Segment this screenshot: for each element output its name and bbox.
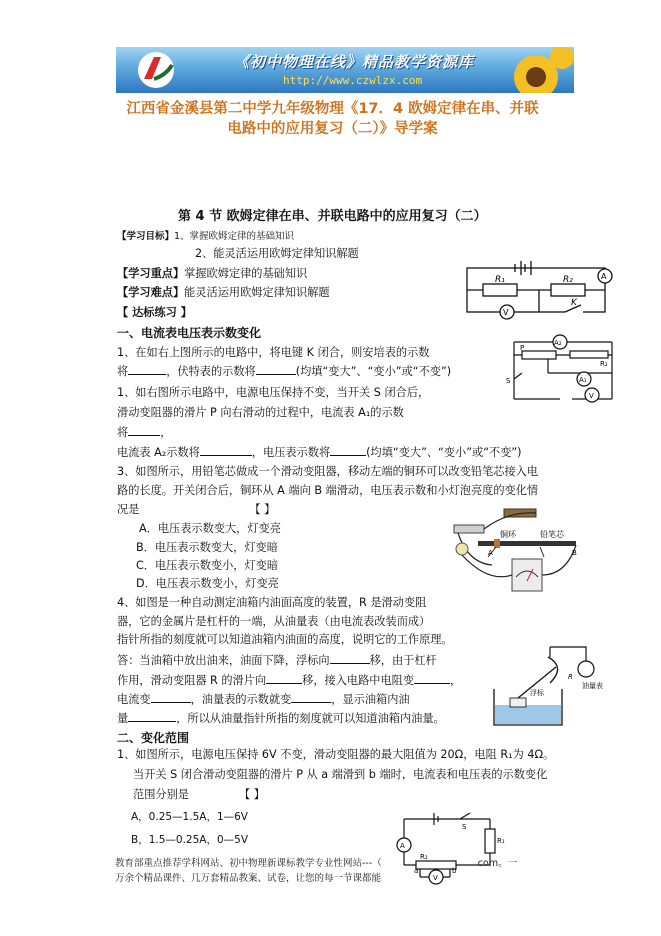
p2-q1-line-c xyxy=(133,787,265,803)
p2-option-a[interactable]: A，0.25—1.5A，1—6V xyxy=(131,811,248,823)
label-core: 铅笔芯 xyxy=(540,530,564,539)
footer-line-1 xyxy=(115,855,517,869)
switch-s xyxy=(514,373,522,379)
q3-line-c xyxy=(117,502,275,518)
q4-e1: 作用，滑动变阻器 R 的滑片向 xyxy=(117,674,267,687)
q1-b1: 将 xyxy=(117,365,129,378)
q3-c: 况是 xyxy=(117,503,140,516)
float xyxy=(510,698,526,707)
label-v: V xyxy=(503,308,509,317)
q3-option-d[interactable]: D．电压表示数变小，灯变亮 xyxy=(136,577,279,590)
answer-blank[interactable] xyxy=(266,672,302,684)
goal-2: 2、能灵活运用欧姆定律知识解题 xyxy=(195,247,359,260)
p2-q1-c: 范围分别是 xyxy=(133,788,189,801)
q2-d1: 电流表 A₂示数将 xyxy=(117,446,200,459)
resistor-r2 xyxy=(551,284,585,296)
focus-label: 【学习重点】 xyxy=(117,267,185,280)
resistor-r1 xyxy=(483,284,517,296)
q2-line-d xyxy=(117,444,522,461)
banner-title: 《初中物理在线》精品教学资源库 xyxy=(234,53,475,71)
answer-blank[interactable] xyxy=(128,710,176,722)
q4-d2: 移，由于杠杆 xyxy=(369,654,437,667)
label-a2: A₂ xyxy=(554,339,562,347)
q2-d2: ，电压表示数将 xyxy=(251,446,331,459)
focus-row xyxy=(117,266,307,282)
label-a: A xyxy=(488,549,493,557)
label-v: V xyxy=(433,874,438,882)
doc-title-line1: 江西省金溪县第二中学九年级物理《17．4 欧姆定律在串、并联 xyxy=(126,101,539,117)
q3-line-a: 3、如图所示，用铅笔芯做成一个滑动变阻器，移动左端的铜环可以改变铅笔芯接入电 xyxy=(117,465,539,478)
goal-label: 【学习目标】 xyxy=(117,231,175,242)
label-b: B xyxy=(572,549,577,557)
practice-label: 【 达标练习 】 xyxy=(117,306,192,319)
battery xyxy=(454,525,484,533)
answer-blank[interactable] xyxy=(128,363,166,375)
q4-line-c: 指针所指的刻度就可以知道油箱内油面的高度，说明它的工作原理。 xyxy=(117,633,453,646)
resistor-r2 xyxy=(570,351,608,358)
sunflower-center xyxy=(526,67,546,87)
label-pb: b xyxy=(452,867,457,875)
q2-d3: (均填“变大”、“变小”或“不变”) xyxy=(366,446,522,459)
answer-blank[interactable] xyxy=(128,424,160,436)
q1-b3: (均填“变大”、“变小”或“不变”) xyxy=(295,365,452,378)
q1-b2: ，伏特表的示数将 xyxy=(166,365,256,378)
label-a: A xyxy=(601,272,607,281)
q3-line-b: 路的长度。开关闭合后，铜环从 A 端向 B 端滑动，电压表示数和小灯泡亮度的变化情 xyxy=(117,484,539,497)
bulb xyxy=(456,543,468,555)
label-v: V xyxy=(589,392,594,400)
label-r2: R₂ xyxy=(600,360,608,368)
label-float: 浮标 xyxy=(530,689,544,697)
label-a: A xyxy=(400,842,405,850)
section-title: 第 4 节 欧姆定律在串、并联电路中的应用复习（二） xyxy=(178,209,487,224)
q4-d1: 答：当油箱中放出油来，油面下降，浮标向 xyxy=(117,654,330,667)
label-r2: R₂ xyxy=(563,275,573,285)
rheostat xyxy=(522,351,556,359)
goal-row-1 xyxy=(117,229,294,245)
answer-blank[interactable] xyxy=(330,444,366,456)
focus-text: 掌握欧姆定律的基础知识 xyxy=(184,267,308,280)
switch-s xyxy=(460,813,470,819)
pencil-lead xyxy=(478,541,576,546)
footer-line-2: 万余个精品课件、几万套精品教案、试卷，让您的每一节课都能 xyxy=(115,873,382,884)
label-p: P xyxy=(520,344,525,352)
banner-url[interactable]: http://www.czwlzx.com xyxy=(283,74,423,87)
q1-line-a: 1、在如右上图所示的电路中，将电键 K 闭合，则安培表的示数 xyxy=(117,346,430,359)
label-r1: R₁ xyxy=(495,275,505,285)
q3-option-a[interactable]: A．电压表示数变大，灯变亮 xyxy=(139,522,281,535)
q4-line-g xyxy=(117,710,445,727)
oil-level xyxy=(495,705,561,724)
q1-line-b xyxy=(117,363,451,380)
circuit-figure-2 xyxy=(500,333,620,403)
voltmeter-device xyxy=(512,559,542,591)
q2-c: 将 xyxy=(117,426,129,439)
goal-1: 1、掌握欧姆定律的基础知识 xyxy=(174,231,295,242)
p2-q1-bracket: 【 】 xyxy=(238,788,265,801)
q4-f2: ，油量表的示数就变 xyxy=(190,693,292,706)
label-a1: A₁ xyxy=(579,376,587,384)
footer-line-1-text: 教育部重点推荐学科网站、初中物理新课标教学专业性网站---（ xyxy=(115,858,382,869)
q4-line-b: 器，它的金属片是杠杆的一端，从油量表（由电流表改装而成） xyxy=(117,615,431,628)
q2-line-a: 1、如右图所示电路中，电源电压保持不变，当开关 S 闭合后， xyxy=(117,386,430,399)
q4-e3: ， xyxy=(450,674,462,687)
footer-line-1-end: com。一 xyxy=(477,858,518,869)
q4-e2: 移，接入电路中电阻变 xyxy=(302,674,415,687)
oil-gauge-figure xyxy=(490,643,615,728)
circuit-figure-5 xyxy=(390,807,508,885)
q4-g1: 量 xyxy=(117,712,129,725)
q4-g2: ，所以从油量指针所指的刻度就可以知道油箱内油量。 xyxy=(176,712,445,725)
answer-blank[interactable] xyxy=(256,363,296,375)
p2-q1-line-a: 1、如图所示，电源电压保持 6V 不变，滑动变阻器的最大阻值为 20Ω，电阻 R₁为 4Ω。 xyxy=(117,748,555,761)
label-s: S xyxy=(506,377,511,385)
p2-option-b[interactable]: B，1.5—0.25A，0—5V xyxy=(131,834,249,846)
q3-option-b[interactable]: B．电压表示数变大，灯变暗 xyxy=(136,541,278,554)
answer-blank[interactable] xyxy=(330,652,370,664)
q4-line-f xyxy=(117,691,410,708)
q4-f1: 电流变 xyxy=(117,693,151,706)
label-k: K xyxy=(571,298,577,308)
label-pa: a xyxy=(414,867,419,875)
q4-line-a: 4、如图是一种自动测定油箱内油面高度的装置，R 是滑动变阻 xyxy=(117,596,427,609)
oil-gauge-meter xyxy=(578,661,594,677)
answer-blank[interactable] xyxy=(200,444,252,456)
part1-heading: 一、电流表电压表示数变化 xyxy=(117,326,262,340)
q2-line-b: 滑动变阻器的滑片 P 向右滑动的过程中，电流表 A₁的示数 xyxy=(117,406,404,419)
difficulty-text: 能灵活运用欧姆定律知识解题 xyxy=(184,286,330,299)
q2-line-c: 将 ， xyxy=(117,426,172,439)
p2-q1-line-b: 当开关 S 闭合滑动变阻器的滑片 P 从 a 端滑到 b 端时，电流表和电压表的示数变化 xyxy=(133,768,548,781)
label-r: R xyxy=(568,673,573,681)
label-r1: R₁ xyxy=(497,837,505,845)
answer-blank[interactable] xyxy=(151,691,191,703)
doc-title-line2: 电路中的应用复习（二）》导学案 xyxy=(227,121,438,137)
difficulty-row xyxy=(117,285,330,301)
circuit-figure-1 xyxy=(459,258,619,320)
pencil-rheostat-figure xyxy=(448,503,586,598)
answer-blank[interactable] xyxy=(414,672,450,684)
answer-blank[interactable] xyxy=(291,691,331,703)
resistor-r1 xyxy=(485,829,495,853)
part2-heading: 二、变化范围 xyxy=(117,731,190,745)
q3-bracket: 【 】 xyxy=(249,503,276,516)
difficulty-label: 【学习难点】 xyxy=(117,286,185,299)
q4-line-d xyxy=(117,652,437,669)
q3-option-c[interactable]: C．电压表示数变小，灯变暗 xyxy=(136,559,279,572)
label-r2: R₂ xyxy=(420,853,428,861)
q4-line-e xyxy=(117,672,461,689)
q4-f3: ，显示油箱内油 xyxy=(331,693,410,706)
header-banner xyxy=(116,47,574,93)
label-gauge: 油量表 xyxy=(582,682,603,690)
copper-ring xyxy=(494,539,500,548)
label-s: S xyxy=(462,823,467,831)
label-ring: 铜环 xyxy=(500,530,516,539)
